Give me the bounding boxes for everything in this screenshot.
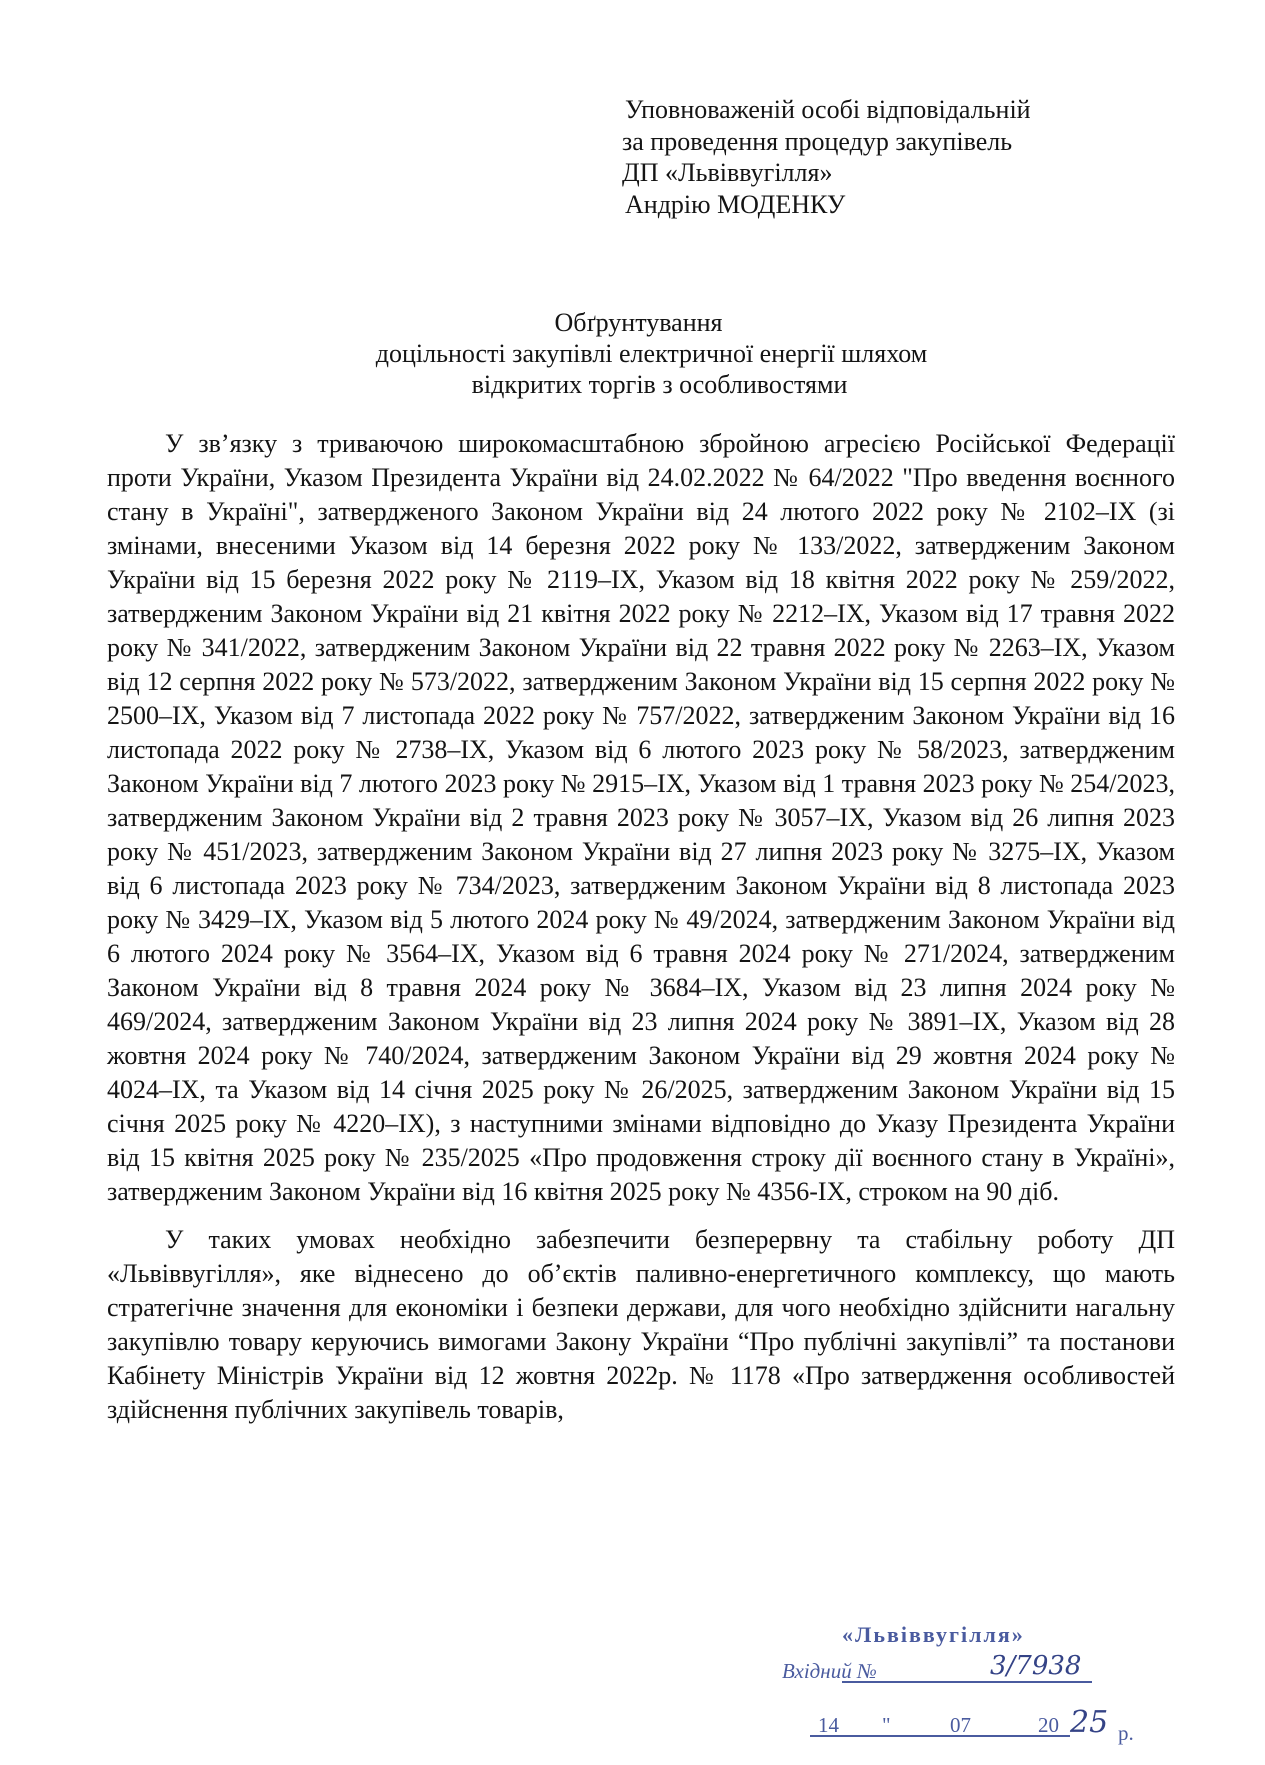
addressee-line: Андрію МОДЕНКУ <box>625 189 846 219</box>
stamp-handwritten-year: 25 <box>1070 1705 1109 1740</box>
stamp-day-text: 14 <box>818 1713 839 1737</box>
stamp-org-text: «Львіввугілля» <box>842 1622 1025 1647</box>
stamp-label: Вхідний № <box>782 1659 877 1683</box>
heading-title: Обґрунтування <box>554 308 723 337</box>
body-paragraph: У зв’язку з триваючою широкомасштабною збройною агресією Російської Федерації проти України, Указом Президента України від 24.02.2022 № 64/2022 "Про введення воєнного стану в Україні", затвердженого Законом України від 24 лютого 2022 року № 2102–IX (зі змінами, внесеними Указом від 14 березня 2022 року № 133/2022, затвердженим Законом України від 15 березня 2022 року № 2119–IX, Указом від 18 квітня 2022 року № 259/2022, затвердженим Законом України від 21 квітня 2022 року № 2212–IX, Указом від 17 травня 2022 року № 341/2022, затвердженим Законом України від 22 травня 2022 року № 2263–IX, Указом від 12 серпня 2022 року № 573/2022, затвердженим Законом України від 15 серпня 2022 року № 2500–IX, Указом від 7 листопада 2022 року № 757/2022, затвердженим Законом України від 16 листопада 2022 року № 2738–IX, Указом від 6 лютого 2023 року № 58/2023, затвердженим Законом України від 7 лютого 2023 року № 2915–IX, Указом від 1 травня 2023 року № 254/2023, затвердженим Законом України від 2 травня 2023 року № 3057–IX, Указом від 26 липня 2023 року № 451/2023, затвердженим Законом України від 27 липня 2023 року № 3275–IX, Указом від 6 листопада 2023 року № 734/2023, затвердженим Законом України від 8 листопада 2023 року № 3429–IX, Указом від 5 лютого 2024 року № 49/2024, затвердженим Законом України від 6 лютого 2024 року № 3564–IX, Указом від 6 травня 2024 року № 271/2024, затвердженим Законом України від 8 травня 2024 року № 3684–IX, Указом від 23 липня 2024 року № 469/2024, затвердженим Законом України від 23 липня 2024 року № 3891–IX, Указом від 28 жовтня 2024 року № 740/2024, затвердженим Законом України від 29 жовтня 2024 року № 4024–IX, та Указом від 14 січня 2025 року № 26/2025, затвердженим Законом України від 15 січня 2025 року № 4220–IX), з наступними змінами відповідно до Указу Президента України від 15 квітня 2025 року № 235/2025 «Про продовження строку дії воєнного стану в Україні», затвердженим Законом України від 16 квітня 2025 року № 4356-IX, строком на 90 діб. <box>107 429 1175 1206</box>
heading-subtitle: доцільності закупівлі електричної енергії шляхом <box>375 339 928 368</box>
addressee-block <box>622 94 1031 220</box>
stamp-month-text: 07 <box>950 1713 971 1737</box>
stamp-handwritten-number: 3/7938 <box>990 1651 1082 1681</box>
addressee-line: Уповноваженій особі відповідальній <box>625 95 1031 124</box>
stamp-year-unit: р. <box>1118 1721 1134 1745</box>
stamp-year-prefix: 20 <box>1038 1713 1059 1737</box>
heading-subtitle: відкритих торгів з особливостями <box>471 370 848 399</box>
registration-stamp <box>770 1608 1165 1758</box>
document-body <box>107 427 1175 1427</box>
addressee-line: за проведення процедур закупівель <box>622 126 1013 156</box>
stamp-quote: " <box>882 1713 891 1737</box>
body-paragraph: У таких умовах необхідно забезпечити безперервну та стабільну роботу ДП «Львіввугілля», яке віднесено до об’єктів паливно-енергетичного комплексу, що мають стратегічне значення для економіки і безпеки держави, для чого необхідно здійснити нагальну закупівлю товару керуючись вимогами Закону України “Про публічні закупівлі” та постанови Кабінету Міністрів України від 12 жовтня 2022р. № 1178 «Про затвердження особливостей здійснення публічних закупівель товарів, <box>107 1225 1175 1424</box>
document-heading <box>0 307 1265 400</box>
addressee-line: ДП «Львіввугілля» <box>622 158 833 187</box>
